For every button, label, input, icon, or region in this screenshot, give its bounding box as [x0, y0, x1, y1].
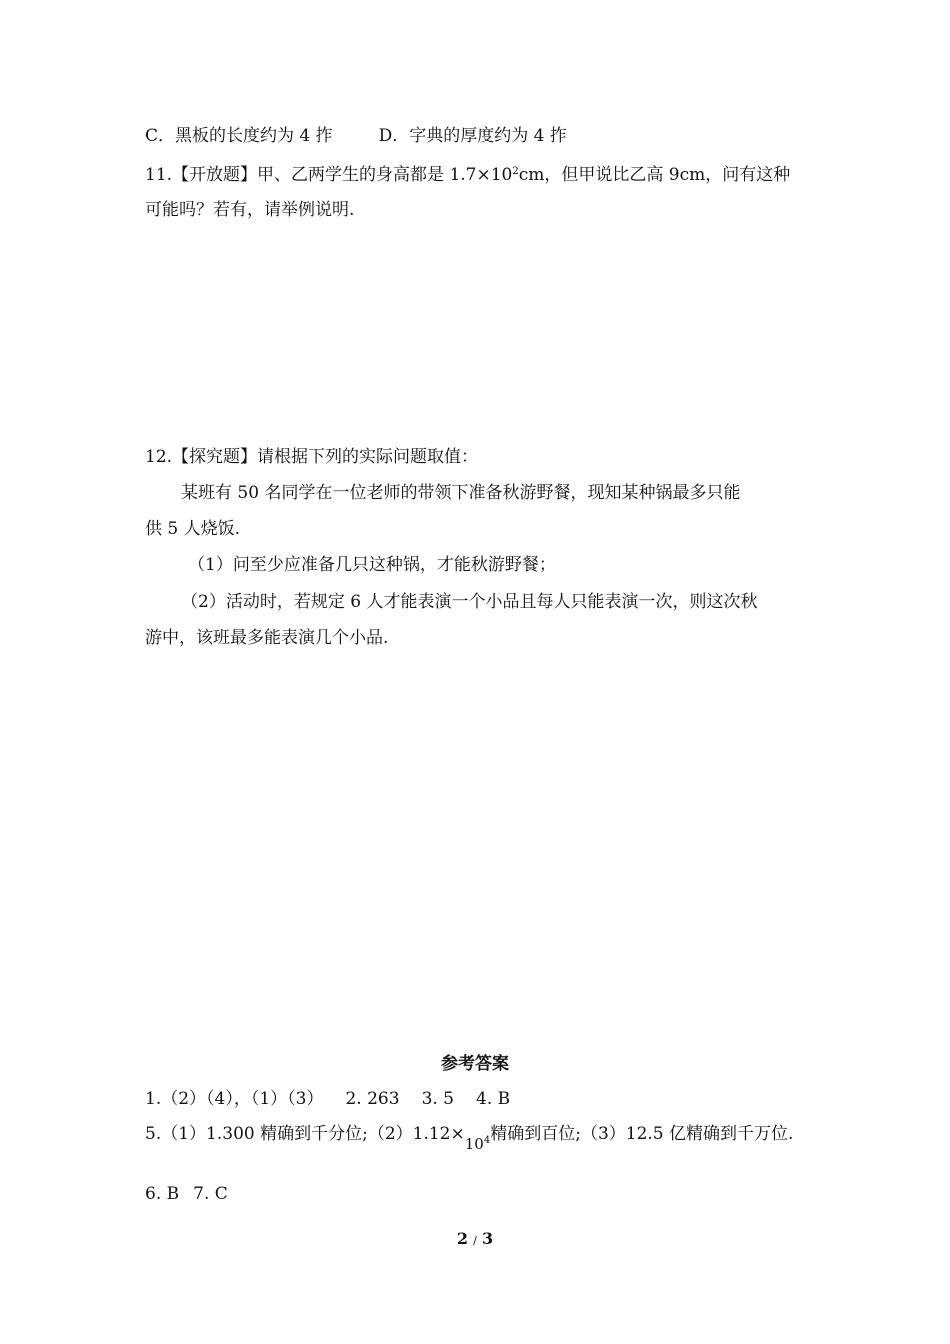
- answers-line-1: [145, 1087, 510, 1111]
- question-11-line-2: 可能吗？若有，请举例说明.: [145, 200, 355, 220]
- answers-line-5: [145, 1122, 794, 1153]
- question-12-subquestion-2-line-2: 游中，该班最多能表演几个小品.: [145, 628, 389, 648]
- answers-heading: 参考答案: [441, 1054, 509, 1074]
- question-11-prefix: 11.【开放题】甲、乙两学生的身高都是 1.7×10: [145, 165, 513, 185]
- option-c: C．黑板的长度约为 4 拃: [145, 126, 333, 146]
- question-11-line-1: [145, 160, 790, 187]
- answers-line-6: [145, 1182, 228, 1206]
- answer-1: 1.（2）（4），（1）（3）: [145, 1089, 324, 1109]
- question-10-options: [145, 124, 567, 148]
- answer-6: 6. B: [145, 1184, 180, 1204]
- answer-5-part-1: 5.（1）1.300 精确到千分位;（2）1.12×: [145, 1124, 465, 1144]
- answer-3: 3. 5: [421, 1089, 455, 1109]
- question-12-title: 12.【探究题】请根据下列的实际问题取值：: [145, 447, 479, 467]
- answer-5-part-2: 精确到百位;（3）12.5 亿精确到千万位.: [490, 1124, 794, 1144]
- question-12-paragraph-line-1: 某班有 50 名同学在一位老师的带领下准备秋游野餐，现知某种锅最多只能: [181, 483, 741, 503]
- answer-7: 7. C: [193, 1184, 228, 1204]
- total-pages: 3: [481, 1229, 494, 1248]
- current-page: 2: [456, 1229, 469, 1248]
- answer-5-power: [465, 1132, 490, 1159]
- question-12-subquestion-2-line-1: （2）活动时，若规定 6 人才能表演一个小品且每人只能表演一次，则这次秋: [181, 592, 758, 612]
- page-separator: /: [473, 1234, 477, 1247]
- question-12-subquestion-1: （1）问至少应准备几只这种锅，才能秋游野餐；: [188, 555, 556, 575]
- answer-2: 2. 263: [345, 1089, 400, 1109]
- question-11-suffix: cm，但甲说比乙高 9cm，问有这种: [518, 165, 791, 185]
- answer-5-exponent: 4: [483, 1135, 491, 1146]
- answer-5-base: 10: [464, 1135, 484, 1153]
- question-12-paragraph-line-2: 供 5 人烧饭.: [145, 519, 241, 539]
- question-11-exponent: 2: [512, 166, 519, 177]
- option-d: D．字典的厚度约为 4 拃: [378, 126, 567, 146]
- answer-4: 4. B: [476, 1089, 511, 1109]
- page-number: [0, 1228, 950, 1252]
